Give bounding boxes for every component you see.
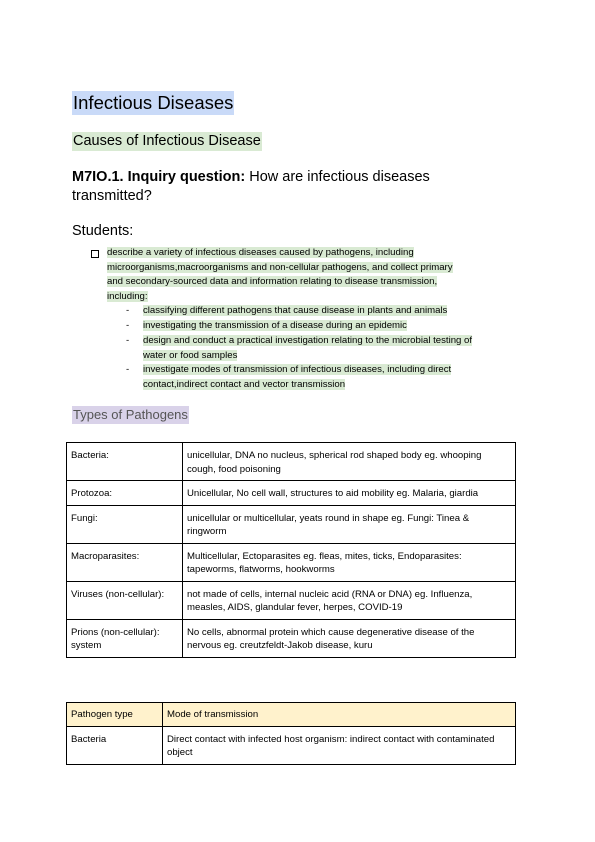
- page-title: Infectious Diseases: [73, 92, 234, 113]
- table-row: [67, 505, 516, 543]
- sub-item-line: investigate modes of transmission of infectious diseases, including direct: [143, 364, 452, 375]
- pathogen-desc-cell: not made of cells, internal nucleic acid (RNA or DNA) eg. Influenza, measles, AIDS, glandular fever, herpes, COVID-19: [183, 581, 516, 619]
- main-item-line: describe a variety of infectious diseases caused by pathogens, including: [107, 247, 414, 258]
- main-item-line: microorganisms,macroorganisms and non-cellular pathogens, and collect primary: [107, 261, 453, 273]
- pathogen-desc-cell: No cells, abnormal protein which cause degenerative disease of the nervous eg. creutzfeldt-Jakob disease, kuru: [183, 619, 516, 657]
- types-heading: Types of Pathogens: [73, 407, 188, 422]
- pathogen-desc-cell: unicellular or multicellular, yeats round in shape eg. Fungi: Tinea & ringworm: [183, 505, 516, 543]
- dash-bullet-icon: -: [126, 335, 130, 346]
- table-row: [67, 619, 516, 657]
- pathogen-desc-cell: Multicellular, Ectoparasites eg. fleas, mites, ticks, Endoparasites: tapeworms, flatworms, hookworms: [183, 543, 516, 581]
- students-label: Students:: [72, 223, 134, 239]
- pathogens-table: [66, 442, 516, 658]
- transmission-mode-cell: Direct contact with infected host organism: indirect contact with contaminated object: [163, 726, 516, 764]
- header-cell-mode: Mode of transmission: [163, 703, 516, 727]
- table-row: [67, 543, 516, 581]
- transmission-table: [66, 702, 516, 765]
- dash-bullet-icon: -: [126, 364, 130, 375]
- sub-item-line: contact,indirect contact and vector transmission: [143, 378, 346, 390]
- pathogen-desc-cell: Unicellular, No cell wall, structures to aid mobility eg. Malaria, giardia: [183, 481, 516, 506]
- transmission-type-cell: Bacteria: [67, 726, 163, 764]
- header-cell-pathogen-type: Pathogen type: [67, 703, 163, 727]
- table-row: [67, 481, 516, 506]
- table-header-row: [67, 703, 516, 727]
- main-list-item: [107, 246, 512, 304]
- pathogen-type-cell: Prions (non-cellular): system: [67, 619, 183, 657]
- pathogen-type-cell: Macroparasites:: [67, 543, 183, 581]
- pathogen-type-cell: Viruses (non-cellular):: [67, 581, 183, 619]
- sub-item-line: water or food samples: [143, 349, 238, 361]
- table-row: [67, 726, 516, 764]
- checkbox-bullet-icon: [91, 250, 99, 258]
- table-row: [67, 581, 516, 619]
- sub-item-line: design and conduct a practical investigation relating to the microbial testing of: [143, 335, 473, 346]
- sub-item-line: investigating the transmission of a disease during an epidemic: [143, 320, 407, 331]
- main-item-line: including:: [107, 290, 148, 302]
- main-item-line: and secondary-sourced data and information relating to disease transmission,: [107, 276, 438, 287]
- pathogen-type-cell: Protozoa:: [67, 481, 183, 506]
- inquiry-text: How are infectious diseases transmitted?: [72, 169, 430, 204]
- inquiry-code: M7IO.1. Inquiry question:: [72, 169, 246, 185]
- table-row: [67, 443, 516, 481]
- dash-bullet-icon: -: [126, 305, 130, 316]
- pathogen-type-cell: Bacteria:: [67, 443, 183, 481]
- sub-item-line: classifying different pathogens that cause disease in plants and animals: [143, 305, 448, 316]
- dash-bullet-icon: -: [126, 320, 130, 331]
- inquiry-question: [72, 168, 502, 205]
- pathogen-type-cell: Fungi:: [67, 505, 183, 543]
- pathogen-desc-cell: unicellular, DNA no nucleus, spherical rod shaped body eg. whooping cough, food poisoning: [183, 443, 516, 481]
- section-heading: Causes of Infectious Disease: [73, 133, 261, 149]
